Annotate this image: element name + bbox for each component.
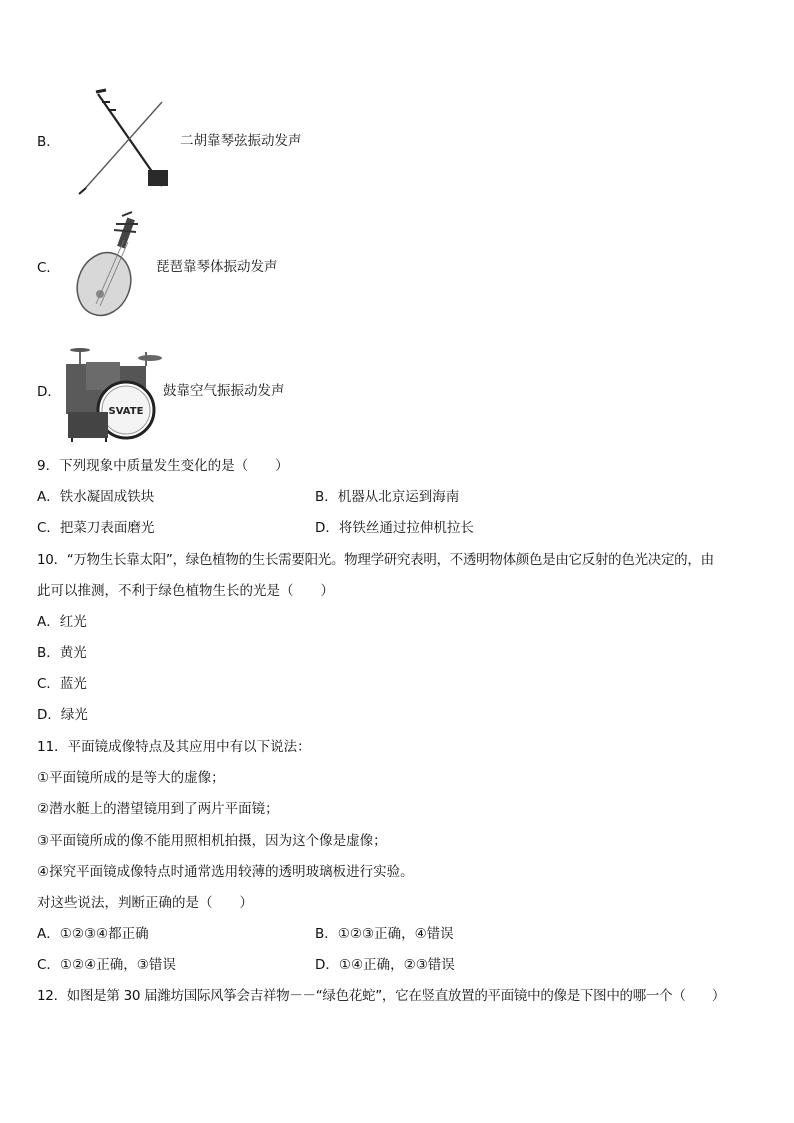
- q11-option-b: B．①②③正确，④错误: [315, 926, 454, 942]
- q11-statement-1: ①平面镜所成的是等大的虚像；: [37, 770, 225, 786]
- drum-logo-text: SVATE: [108, 406, 144, 417]
- q9-option-c: C．把菜刀表面磨光: [37, 520, 155, 536]
- q9-stem: 9．下列现象中质量发生变化的是（ ）: [37, 458, 289, 474]
- q11-statement-2: ②潜水艇上的潜望镜用到了两片平面镜；: [37, 801, 279, 817]
- q11-statement-3: ③平面镜所成的像不能用照相机拍摄，因为这个像是虚像；: [37, 833, 387, 849]
- q11-statement-4: ④探究平面镜成像特点时通常选用较薄的透明玻璃板进行实验。: [37, 864, 414, 880]
- q10-option-c: C．蓝光: [37, 676, 87, 692]
- option-label: B．: [37, 134, 60, 150]
- q10-option-d: D．绿光: [37, 707, 88, 723]
- drum-kit-icon: [62, 346, 162, 444]
- q9-option-a: A．铁水凝固成铁块: [37, 489, 155, 505]
- erhu-icon: [66, 88, 176, 196]
- q11-option-c: C．①②④正确，③错误: [37, 957, 176, 973]
- q11-stem: 11．平面镜成像特点及其应用中有以下说法：: [37, 739, 311, 755]
- option-label: C．: [37, 260, 60, 276]
- q10-option-b: B．黄光: [37, 645, 87, 661]
- pipa-icon: [70, 210, 150, 320]
- option-text: 二胡靠琴弦振动发声: [180, 133, 302, 149]
- q10-stem-line2: 此可以推测，不利于绿色植物生长的光是（ ）: [37, 583, 334, 599]
- q9-option-b: B．机器从北京运到海南: [315, 489, 460, 505]
- option-text: 琵琶靠琴体振动发声: [156, 259, 278, 275]
- q11-option-d: D．①④正确，②③错误: [315, 957, 455, 973]
- q11-option-a: A．①②③④都正确: [37, 926, 149, 942]
- q10-stem-line1: 10．“万物生长靠太阳”，绿色植物的生长需要阳光。物理学研究表明，不透明物体颜色是由它反射的色光决定的，由: [37, 552, 714, 568]
- q12-stem: 12．如图是第 30 届潍坊国际风筝会吉祥物－－“绿色花蛇”，它在竖直放置的平面镜中的像是下图中的哪一个（ ）: [37, 988, 726, 1004]
- option-label: D．: [37, 384, 61, 400]
- q9-option-d: D．将铁丝通过拉伸机拉长: [315, 520, 474, 536]
- q11-question: 对这些说法，判断正确的是（ ）: [37, 895, 253, 911]
- q10-option-a: A．红光: [37, 614, 87, 630]
- option-text: 鼓靠空气振振动发声: [163, 383, 285, 399]
